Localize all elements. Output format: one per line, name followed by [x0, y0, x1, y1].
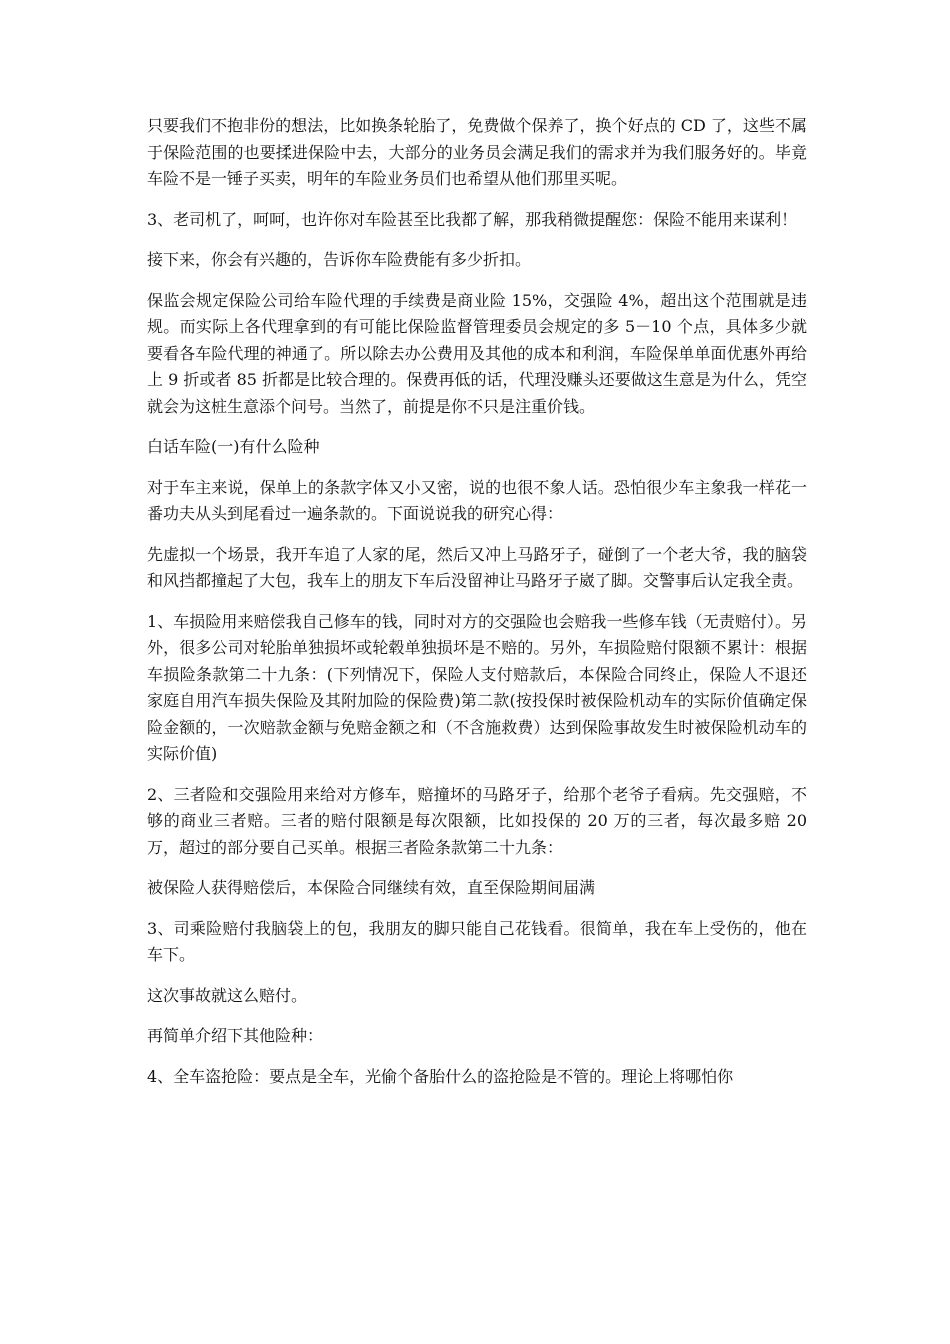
paragraph-policy-terms: 对于车主来说，保单上的条款字体又小又密，说的也很不象人话。恐怕很少车主象我一样花一番功夫从头到尾看过一遍条款的。下面说说我的研究心得：: [147, 477, 807, 523]
section-heading-insurance-types: 白话车险(一)有什么险种: [147, 437, 320, 456]
paragraph-claim-summary: 这次事故就这么赔付。: [147, 985, 308, 1005]
paragraph-contract-continues: 被保险人获得赔偿后，本保险合同继续有效，直至保险期间届满: [147, 878, 596, 897]
paragraph-cd-discount: 只要我们不抱非份的想法，比如换条轮胎了，免费做个保养了，换个好点的 CD 了，这些不属于保险范围的也要揉进保险中去，大部分的业务员会满足我们的需求并为我们服务好的。毕竟车险不是一锤子买卖，明年的车险业务员们也希望从他们那里买呢。: [147, 116, 807, 188]
paragraph-third-party-insurance: 2、三者险和交强险用来给对方修车，赔撞坏的马路牙子，给那个老爷子看病。先交强赔，不够的商业三者赔。三者的赔付限额是每次限额，比如投保的 20 万的三者，每次最多赔 20 万，超过的部分要自己买单。根据三者险条款第二十九条：: [147, 784, 807, 857]
paragraph-discount-intro: 接下来，你会有兴趣的，告诉你车险费能有多少折扣。: [147, 250, 532, 269]
paragraph-veteran-driver: 3、老司机了，呵呵，也许你对车险甚至比我都了解，那我稍微提醒您：保险不能用来谋利！: [147, 209, 798, 229]
paragraph-vehicle-damage-insurance: 1、车损险用来赔偿我自己修车的钱，同时对方的交强险也会赔我一些修车钱（无责赔付）。另外，很多公司对轮胎单独损坏或轮毂单独损坏是不赔的。另外，车损险赔付限额不累计：根据车损险条款第二十九条：(下列情况下，保险人支付赔款后，本保险合同终止，保险人不退还家庭自用汽车损失保险及其附加险的保险费)第二款(按投保时被保险机动车的实际价值确定保险金额的，一次赔款金额与免赔金额之和（不含施救费）达到保险事故发生时被保险机动车的实际价值): [147, 611, 807, 763]
document-body: [147, 113, 807, 1104]
paragraph-passenger-insurance: 3、司乘险赔付我脑袋上的包，我朋友的脚只能自己花钱看。很简单，我在车上受伤的，他在车下。: [147, 918, 807, 964]
paragraph-commission-rules: 保监会规定保险公司给车险代理的手续费是商业险 15%，交强险 4%，超出这个范围就是违规。而实际上各代理拿到的有可能比保险监督管理委员会规定的多 5－10 个点，具体多少就要看各车险代理的神通了。所以除去办公费用及其他的成本和利润，车险保单单面优惠外再给上 9 折或者 85 折都是比较合理的。保费再低的话，代理没赚头还要做这生意是为什么，凭空就会为这桩生意添个问号。当然了，前提是你不只是注重价钱。: [147, 290, 807, 416]
paragraph-accident-scenario: 先虚拟一个场景，我开车追了人家的尾，然后又冲上马路牙子，碰倒了一个老大爷，我的脑袋和风挡都撞起了大包，我车上的朋友下车后没留神让马路牙子崴了脚。交警事后认定我全责。: [147, 544, 807, 590]
paragraph-theft-insurance: 4、全车盗抢险：要点是全车，光偷个备胎什么的盗抢险是不管的。理论上将哪怕你: [147, 1066, 734, 1086]
paragraph-other-types-intro: 再简单介绍下其他险种：: [147, 1026, 324, 1045]
